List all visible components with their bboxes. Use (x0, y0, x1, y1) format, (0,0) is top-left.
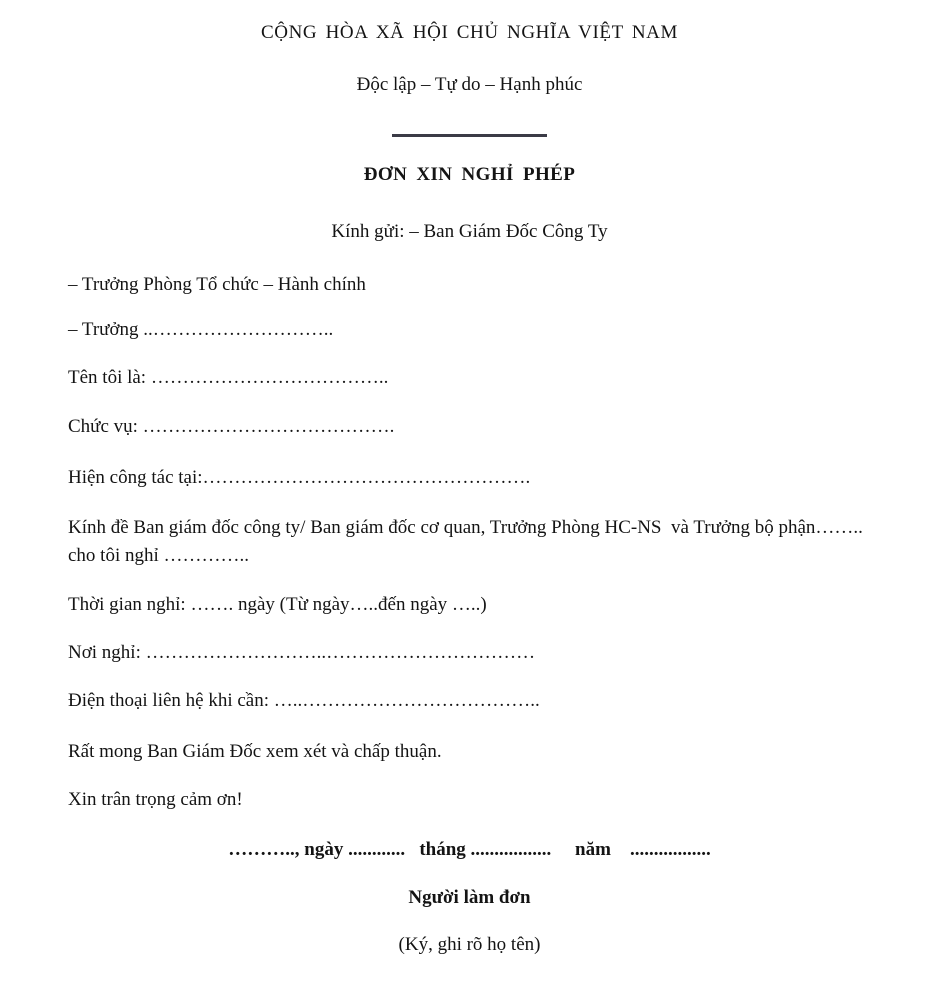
field-position: Chức vụ: …………………………………. (68, 416, 395, 437)
field-workplace: Hiện công tác tại:……………………………………………. (68, 467, 531, 488)
date-line: ……….., ngày ............ tháng ................. năm ................. (228, 839, 711, 860)
request-paragraph: Kính đề Ban giám đốc công ty/ Ban giám đốc cơ quan, Trưởng Phòng HC-NS và Trưởng bộ phận…….. cho tôi nghỉ ………….. (68, 517, 868, 566)
salutation-line: Kính gửi: – Ban Giám Đốc Công Ty (331, 221, 608, 242)
closing-line-1: Rất mong Ban Giám Đốc xem xét và chấp thuận. (68, 741, 442, 762)
field-location: Nơi nghỉ: ………………………..…………………………… (68, 642, 536, 663)
field-phone: Điện thoại liên hệ khi cần: …..……………………………….. (68, 690, 540, 711)
recipient-line-2: – Trưởng Phòng Tổ chức – Hành chính (68, 274, 366, 295)
national-header-line1: CỘNG HÒA XÃ HỘI CHỦ NGHĨA VIỆT NAM (260, 22, 678, 43)
closing-line-2: Xin trân trọng cảm ơn! (68, 789, 243, 810)
recipient-line-3: – Trưởng ..……………………….. (68, 319, 334, 340)
national-header-motto: Độc lập – Tự do – Hạnh phúc (356, 74, 583, 95)
header-divider-rule (392, 134, 547, 137)
field-name: Tên tôi là: ……………………………….. (68, 367, 389, 388)
document-title: ĐƠN XIN NGHỈ PHÉP (363, 164, 576, 185)
field-duration: Thời gian nghỉ: ……. ngày (Từ ngày…..đến ngày …..) (68, 594, 487, 615)
signer-note: (Ký, ghi rõ họ tên) (398, 934, 541, 955)
signer-title: Người làm đơn (408, 887, 531, 908)
